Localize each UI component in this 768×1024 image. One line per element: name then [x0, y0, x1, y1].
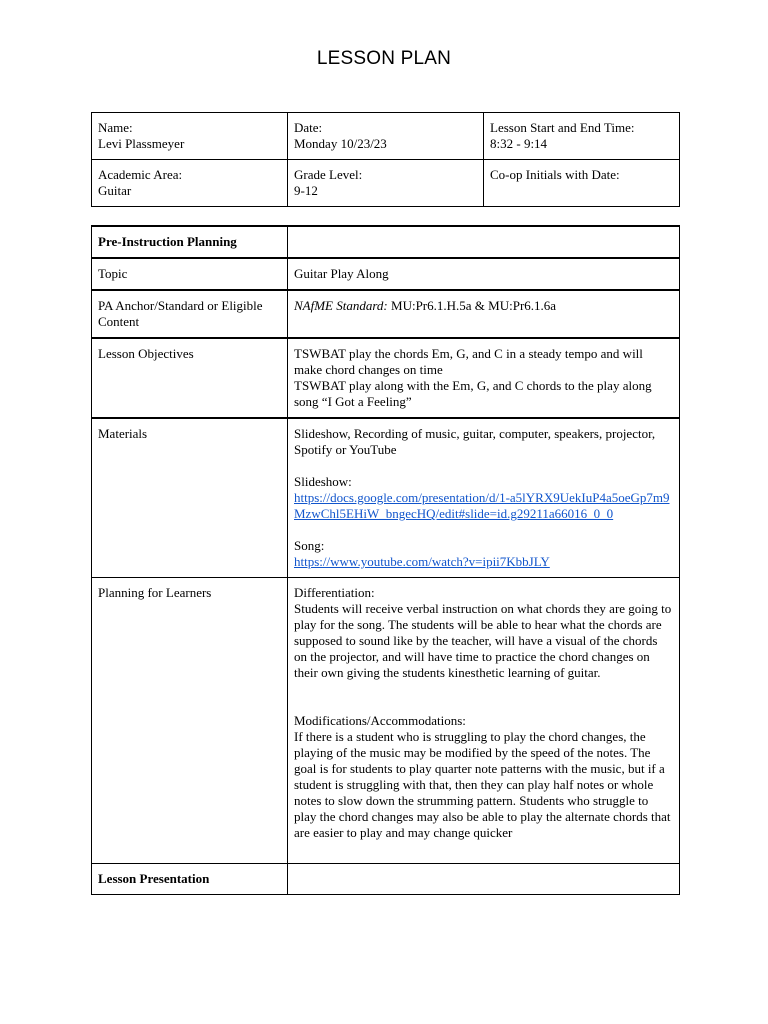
pre-instruction-heading: Pre-Instruction Planning: [92, 226, 288, 258]
objectives-label: Lesson Objectives: [92, 338, 288, 418]
table-row: [92, 338, 680, 418]
empty-cell: [288, 864, 680, 895]
materials-cell: [288, 418, 680, 578]
table-row: [92, 864, 680, 895]
time-value: 8:32 - 9:14: [490, 136, 548, 151]
objective-1: TSWBAT play the chords Em, G, and C in a steady tempo and will make chord changes on time: [294, 346, 643, 377]
time-cell: [484, 113, 680, 160]
standard-label: PA Anchor/Standard or Eligible Content: [92, 290, 288, 338]
date-value: Monday 10/23/23: [294, 136, 387, 151]
table-row: [92, 290, 680, 338]
table-row: [92, 226, 680, 258]
header-table: [91, 112, 680, 207]
materials-label: Materials: [92, 418, 288, 578]
date-label: Date:: [294, 120, 323, 135]
song-link[interactable]: https://www.youtube.com/watch?v=ipii7KbbJLY: [294, 554, 550, 569]
name-label: Name:: [98, 120, 133, 135]
standard-prefix: NAfME Standard:: [294, 298, 388, 313]
grade-cell: [288, 160, 484, 207]
grade-value: 9-12: [294, 183, 318, 198]
objectives-cell: [288, 338, 680, 418]
diff-text: Students will receive verbal instruction on what chords they are going to play for the song. The students will be able to hear what the chords are supposed to sound like by the teacher, will have a visual of the chords on the projector, and will have time to practice the chord changes on their own giving the students kinesthetic learning of guitar.: [294, 601, 672, 680]
table-row: [92, 418, 680, 578]
table-row: [92, 160, 680, 207]
diff-label: Differentiation:: [294, 585, 375, 600]
slideshow-label: Slideshow:: [294, 474, 352, 489]
mod-text: If there is a student who is struggling to play the chord changes, the playing of the music may be modified by the speed of the notes. The goal is for students to play quarter note patterns with the music, but if a student is struggling with that, then they can play half notes or whole notes to slow down the strumming pattern. Students who struggle to play the chord changes may also be able to play the alternate chords that are easier to play and may change quicker: [294, 729, 671, 840]
grade-label: Grade Level:: [294, 167, 363, 182]
table-row: [92, 258, 680, 290]
standard-value: MU:Pr6.1.H.5a & MU:Pr6.1.6a: [387, 298, 557, 313]
learners-label: Planning for Learners: [92, 578, 288, 864]
song-label: Song:: [294, 538, 325, 553]
coop-label: Co-op Initials with Date:: [490, 167, 620, 182]
time-label: Lesson Start and End Time:: [490, 120, 635, 135]
objective-2: TSWBAT play along with the Em, G, and C chords to the play along song “I Got a Feeling”: [294, 378, 652, 409]
name-value: Levi Plassmeyer: [98, 136, 185, 151]
area-label: Academic Area:: [98, 167, 183, 182]
standard-cell: [288, 290, 680, 338]
plan-table: [91, 225, 680, 895]
page-title: LESSON PLAN: [316, 48, 452, 69]
slideshow-link[interactable]: https://docs.google.com/presentation/d/1-a5lYRX9UekIuP4a5oeGp7m9MzwChl5EHiW_bngecHQ/edit#slide=id.g29211a66016_0_0: [294, 490, 670, 521]
empty-cell: [288, 226, 680, 258]
learners-cell: [288, 578, 680, 864]
coop-cell: [484, 160, 680, 207]
table-row: [92, 113, 680, 160]
presentation-heading: Lesson Presentation: [92, 864, 288, 895]
topic-label: Topic: [92, 258, 288, 290]
mod-label: Modifications/Accommodations:: [294, 713, 466, 728]
table-row: [92, 578, 680, 864]
materials-value: Slideshow, Recording of music, guitar, computer, speakers, projector, Spotify or YouTube: [294, 426, 656, 457]
area-value: Guitar: [98, 183, 132, 198]
topic-value: Guitar Play Along: [288, 258, 680, 290]
date-cell: [288, 113, 484, 160]
area-cell: [92, 160, 288, 207]
name-cell: [92, 113, 288, 160]
